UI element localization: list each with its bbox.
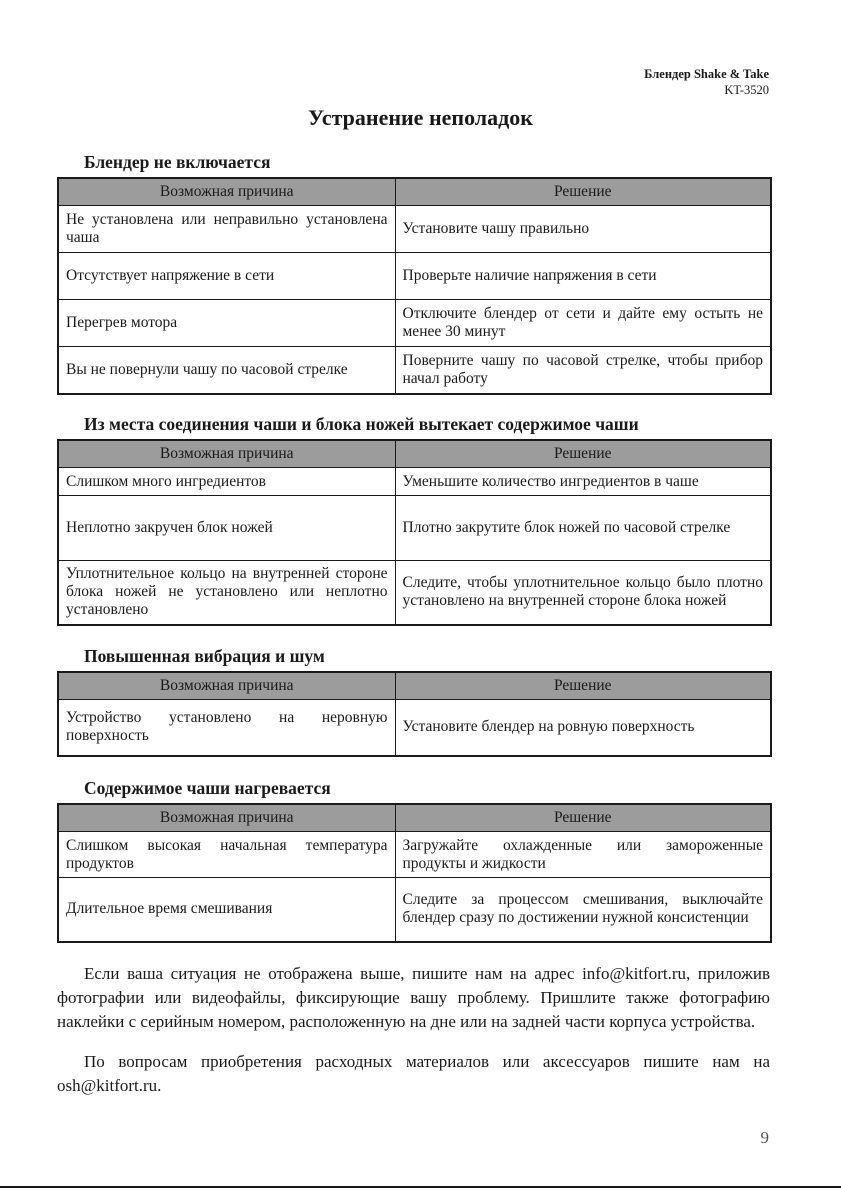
troubleshooting-table <box>57 671 772 757</box>
cause-cell: Устройство установлено на неровную поверхность <box>58 700 395 756</box>
table-row <box>58 300 771 347</box>
solution-cell: Поверните чашу по часовой стрелке, чтобы прибор начал работу <box>395 347 771 394</box>
table-row <box>58 347 771 394</box>
table-row <box>58 878 771 942</box>
troubleshooting-table <box>57 439 772 626</box>
solution-cell: Следите за процессом смешивания, выключайте блендер сразу по достижении нужной консистенции <box>395 878 771 942</box>
table-header-row <box>58 672 771 700</box>
section-heading: Повышенная вибрация и шум <box>84 646 325 666</box>
table-header-row <box>58 178 771 206</box>
cause-cell: Отсутствует напряжение в сети <box>58 253 395 300</box>
accessories-paragraph: По вопросам приобретения расходных материалов или аксессуаров пишите нам на osh@kitfort.ru. <box>57 1052 770 1095</box>
table-header-row <box>58 440 771 468</box>
solution-cell: Установите чашу правильно <box>395 206 771 253</box>
column-header-solution: Решение <box>395 672 771 700</box>
product-name: Блендер Shake & Take <box>644 67 769 81</box>
page-number: 9 <box>760 1128 769 1147</box>
section-heading: Из места соединения чаши и блока ножей вытекает содержимое чаши <box>84 414 639 434</box>
column-header-solution: Решение <box>395 178 771 206</box>
column-header-cause: Возможная причина <box>58 672 395 700</box>
cause-cell: Не установлена или неправильно установлена чаша <box>58 206 395 253</box>
model-number: KT-3520 <box>724 83 769 97</box>
page-title: Устранение неполадок <box>308 105 533 130</box>
section-leaking <box>57 413 770 626</box>
table-row <box>58 832 771 878</box>
section-heading: Блендер не включается <box>84 152 271 172</box>
column-header-cause: Возможная причина <box>58 440 395 468</box>
troubleshooting-table <box>57 177 772 395</box>
section-heating <box>57 777 770 943</box>
troubleshooting-table <box>57 803 772 943</box>
section-not-turning-on <box>57 151 770 395</box>
solution-cell: Следите, чтобы уплотнительное кольцо было плотно установлено на внутренней стороне блока ножей <box>395 561 771 625</box>
cause-cell: Слишком высокая начальная температура продуктов <box>58 832 395 878</box>
section-heading: Содержимое чаши нагревается <box>84 778 331 798</box>
table-row <box>58 253 771 300</box>
cause-cell: Слишком много ингредиентов <box>58 468 395 496</box>
table-row <box>58 700 771 756</box>
column-header-solution: Решение <box>395 804 771 832</box>
page-header <box>644 66 769 98</box>
cause-cell: Перегрев мотора <box>58 300 395 347</box>
cause-cell: Неплотно закручен блок ножей <box>58 496 395 561</box>
section-vibration <box>57 645 770 757</box>
bottom-rule <box>0 1186 841 1188</box>
table-row <box>58 496 771 561</box>
contact-paragraph: Если ваша ситуация не отображена выше, пишите нам на адрес info@kitfort.ru, приложив фотографии или видеофайлы, фиксирующие вашу проблему. Пришлите также фотографию наклейки с серийным номером, расположенную на дне или на задней части корпуса устройства. <box>57 964 770 1031</box>
column-header-cause: Возможная причина <box>58 178 395 206</box>
column-header-solution: Решение <box>395 440 771 468</box>
table-row <box>58 206 771 253</box>
cause-cell: Уплотнительное кольцо на внутренней стороне блока ножей не установлено или неплотно установлено <box>58 561 395 625</box>
solution-cell: Плотно закрутите блок ножей по часовой стрелке <box>395 496 771 561</box>
table-row <box>58 468 771 496</box>
cause-cell: Вы не повернули чашу по часовой стрелке <box>58 347 395 394</box>
solution-cell: Загружайте охлажденные или замороженные продукты и жидкости <box>395 832 771 878</box>
table-header-row <box>58 804 771 832</box>
solution-cell: Проверьте наличие напряжения в сети <box>395 253 771 300</box>
solution-cell: Отключите блендер от сети и дайте ему остыть не менее 30 минут <box>395 300 771 347</box>
solution-cell: Установите блендер на ровную поверхность <box>395 700 771 756</box>
table-row <box>58 561 771 625</box>
cause-cell: Длительное время смешивания <box>58 878 395 942</box>
solution-cell: Уменьшите количество ингредиентов в чаше <box>395 468 771 496</box>
column-header-cause: Возможная причина <box>58 804 395 832</box>
